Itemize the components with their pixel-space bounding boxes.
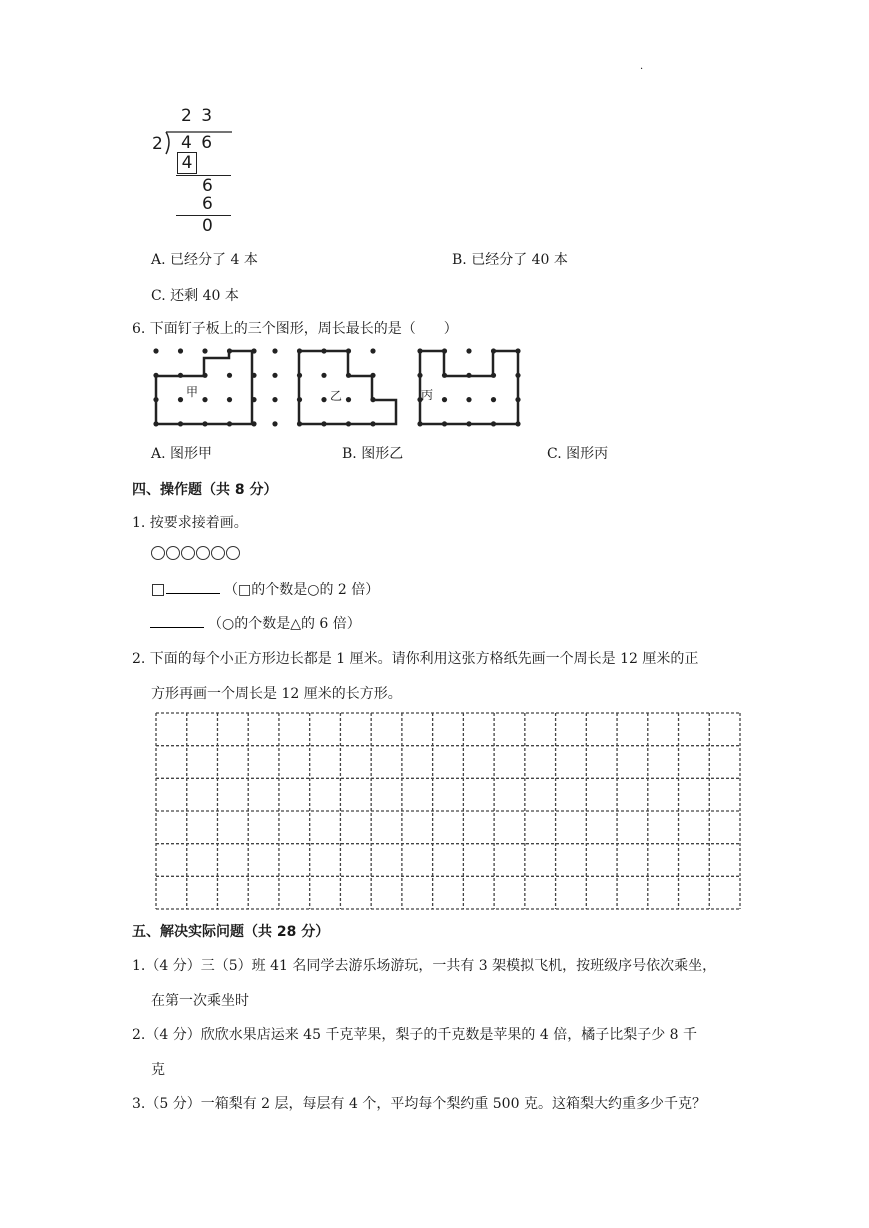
division-row4: 6	[202, 194, 213, 214]
circle-icon	[151, 546, 165, 560]
section4-title: 四、操作题（共 8 分）	[132, 482, 278, 498]
nail-dot	[321, 373, 326, 378]
section4-q2-line2: 方形再画一个周长是 12 厘米的长方形。	[151, 686, 402, 702]
figure-bing-outline	[420, 351, 518, 424]
section5-q2-line1: 2.（4 分）欣欣水果店运来 45 千克苹果，梨子的千克数是苹果的 4 倍，橘子比梨子少 8 千	[132, 1027, 698, 1043]
triangle-answer-line	[150, 613, 361, 633]
nail-dot	[178, 397, 183, 402]
q5-option-c: C. 还剩 40 本	[151, 288, 239, 304]
q6-option-c: C. 图形丙	[547, 446, 609, 462]
nail-dot	[227, 373, 232, 378]
division-dividend: 4 6	[181, 133, 215, 153]
square-icon	[152, 584, 164, 596]
nail-dot	[321, 397, 326, 402]
grid-paper[interactable]	[154, 711, 742, 911]
circle-icon	[211, 546, 225, 560]
division-quotient: 2 3	[181, 106, 215, 126]
circle-icon	[226, 546, 240, 560]
division-divisor: 2	[152, 134, 163, 154]
division-row3: 6	[202, 176, 213, 196]
circle-icon	[166, 546, 180, 560]
figure-label-yi: 乙	[330, 389, 343, 403]
nail-dot	[346, 397, 351, 402]
nail-dot	[466, 348, 471, 353]
nail-dot	[442, 397, 447, 402]
answer-blank-2[interactable]	[150, 613, 204, 628]
nail-dot	[178, 348, 183, 353]
division-remainder: 0	[202, 216, 213, 236]
division-boxed-digit: 4	[177, 152, 197, 174]
circle-icon	[196, 546, 210, 560]
q5-option-b: B. 已经分了 40 本	[452, 252, 568, 268]
triangle-rule-text: （○的个数是△的 6 倍）	[208, 616, 361, 632]
nail-dot	[272, 373, 277, 378]
nail-dot	[466, 397, 471, 402]
figure-label-bing: 丙	[421, 388, 434, 402]
figure-yi-outline	[299, 351, 396, 424]
figure-label-jia: 甲	[186, 385, 199, 399]
section5-q1-line1: 1.（4 分）三（5）班 41 名同学去游乐场游玩，一共有 3 架模拟飞机，按班级序号依次乘坐，	[132, 958, 717, 974]
square-rule-text: （□的个数是○的 2 倍）	[224, 582, 380, 598]
circle-icon	[181, 546, 195, 560]
section5-q2-line2: 克	[151, 1062, 165, 1078]
q6-option-a: A. 图形甲	[151, 446, 213, 462]
nail-dot	[272, 421, 277, 426]
figure-jia-outline	[156, 351, 252, 424]
q5-option-a: A. 已经分了 4 本	[151, 252, 258, 268]
nail-dot	[202, 397, 207, 402]
nail-dot	[272, 348, 277, 353]
nail-dot	[153, 348, 158, 353]
section4-q1: 1. 按要求接着画。	[132, 515, 248, 531]
nail-dot	[491, 397, 496, 402]
answer-blank-1[interactable]	[166, 579, 220, 594]
section5-q1-line2: 在第一次乘坐时	[151, 993, 249, 1009]
nail-dot	[202, 348, 207, 353]
nail-dot	[370, 348, 375, 353]
q6-option-b: B. 图形乙	[342, 446, 404, 462]
section5-title: 五、解决实际问题（共 28 分）	[132, 924, 330, 940]
nail-dot	[227, 397, 232, 402]
q6-question: 6. 下面钉子板上的三个图形，周长最长的是（ ）	[132, 321, 458, 337]
circle-row	[151, 545, 241, 561]
section5-q3: 3.（5 分）一箱梨有 2 层，每层有 4 个，平均每个梨约重 500 克。这箱梨大约重多少千克？	[132, 1096, 706, 1112]
square-answer-line	[152, 579, 379, 599]
nail-dot	[272, 397, 277, 402]
section4-q2-line1: 2. 下面的每个小正方形边长都是 1 厘米。请你利用这张方格纸先画一个周长是 12 厘米的正	[132, 651, 699, 667]
page-dot: ·	[640, 64, 644, 75]
